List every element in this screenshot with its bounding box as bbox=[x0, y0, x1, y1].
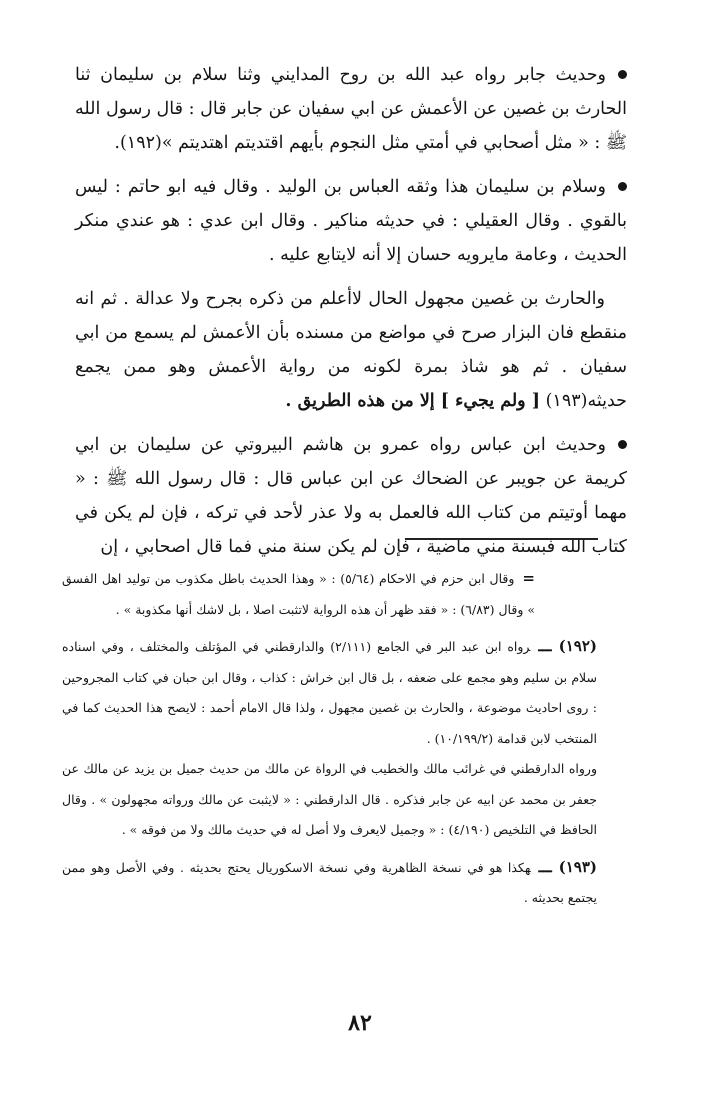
bullet-icon bbox=[618, 70, 627, 79]
footnote-192: (١٩٢) ـــرواه ابن عبد البر في الجامع (٢/١١١) والدارقطني في المؤتلف والمختلف ، وفي اسناده سلام بن سليم وهو مجمع على ضعفه ، بل قال ابن خراش : كذاب ، وقال ابن حبان في كتاب المجروحين : روى احاديث موضوعة ، والحارث بن غصين مجهول ، ولذا قال الامام أحمد : لايصح هذا الحديث كما في المنتخب لابن قدامة (١٠/١٩٩/٢) . bbox=[62, 637, 597, 746]
footnote-marker-193: (١٩٣) ـــ bbox=[538, 857, 597, 876]
paragraph-sallam-assessment: وسلام بن سليمان هذا وثقه العباس بن الوليد . وقال فيه ابو حاتم : ليس بالقوي . وقال العقيلي : في حديثه مناكير . وقال ابن عدي : هو عندي منكر الحديث ، وعامة مايرويه حسان إلا أنه لايتابع عليه . bbox=[75, 177, 627, 265]
page-number: ٨٢ bbox=[348, 1010, 372, 1036]
footnote-192-continued: ورواه الدارقطني في غرائب مالك والخطيب في الرواة عن مالك من حديث جميل بن يزيد عن مالك عن جعفر بن محمد عن ابيه عن جابر فذكره . قال الدارقطني : « لايثبت عن مالك ورواته مجهولون » . وقال الحافظ في التلخيص (٤/١٩٠) : « وجميل لايعرف ولا أصل له في حديث مالك ولا من فوقه » . bbox=[62, 761, 597, 837]
footnote-193: (١٩٣) ـــهكذا هو في نسخة الظاهرية وفي نسخة الاسكوريال يحتج بحديثه . وفي الأصل وهو ممن يجتمع بحديثه . bbox=[62, 857, 597, 905]
bullet-icon bbox=[618, 182, 627, 191]
bracketed-insertion: [ ولم يجيء ] إلا من هذه الطريق . bbox=[285, 391, 541, 411]
bullet-icon bbox=[618, 440, 627, 449]
footnote-marker-192: (١٩٢) ـــ bbox=[538, 637, 597, 655]
paragraph-harith-assessment: والحارث بن غصين مجهول الحال لاأعلم من ذكره بجرح ولا عدالة . ثم انه منقطع فان البزار صرح في مواضع من مسنده بأن الأعمش لم يسمع من ابي سفيان . ثم هو شاذ بمرة لكونه من رواية الأعمش وهو ممن يجمع حديثه(١٩٣) [ ولم يجيء ] إلا من هذه الطريق . bbox=[75, 289, 627, 411]
continuation-marker: = bbox=[522, 569, 535, 587]
footnote-continuation: =وقال ابن حزم في الاحكام (٥/٦٤) : « وهذا الحديث باطل مكذوب من توليد اهل الفسق » وقال (٦/٨٣) : « فقد ظهر أن هذه الرواية لاتثبت اصلا ، بل لاشك أنها مكذوبة » . bbox=[62, 569, 535, 617]
footnote-separator bbox=[405, 538, 598, 540]
paragraph-ibn-abbas-hadith: وحديث ابن عباس رواه عمرو بن هاشم البيروتي عن سليمان بن ابي كريمة عن جويبر عن الضحاك عن ابن عباس قال : قال رسول الله ﷺ : « مهما أوتيتم من كتاب الله فالعمل به ولا عذر لأحد في تركه ، فإن لم يكن في كتاب الله فبسنة مني ماضية ، فإن لم يكن سنة مني فما قال اصحابي ، إن bbox=[75, 435, 627, 557]
footnotes bbox=[62, 563, 597, 920]
main-text bbox=[75, 58, 627, 574]
paragraph-jabir-hadith: وحديث جابر رواه عبد الله بن روح المدايني وثنا سلام بن سليمان ثنا الحارث بن غصين عن الأعمش عن ابي سفيان عن جابر قال : قال رسول الله ﷺ : « مثل أصحابي في أمتي مثل النجوم بأيهم اقتديتم اهتديتم »(١٩٢). bbox=[75, 65, 627, 153]
